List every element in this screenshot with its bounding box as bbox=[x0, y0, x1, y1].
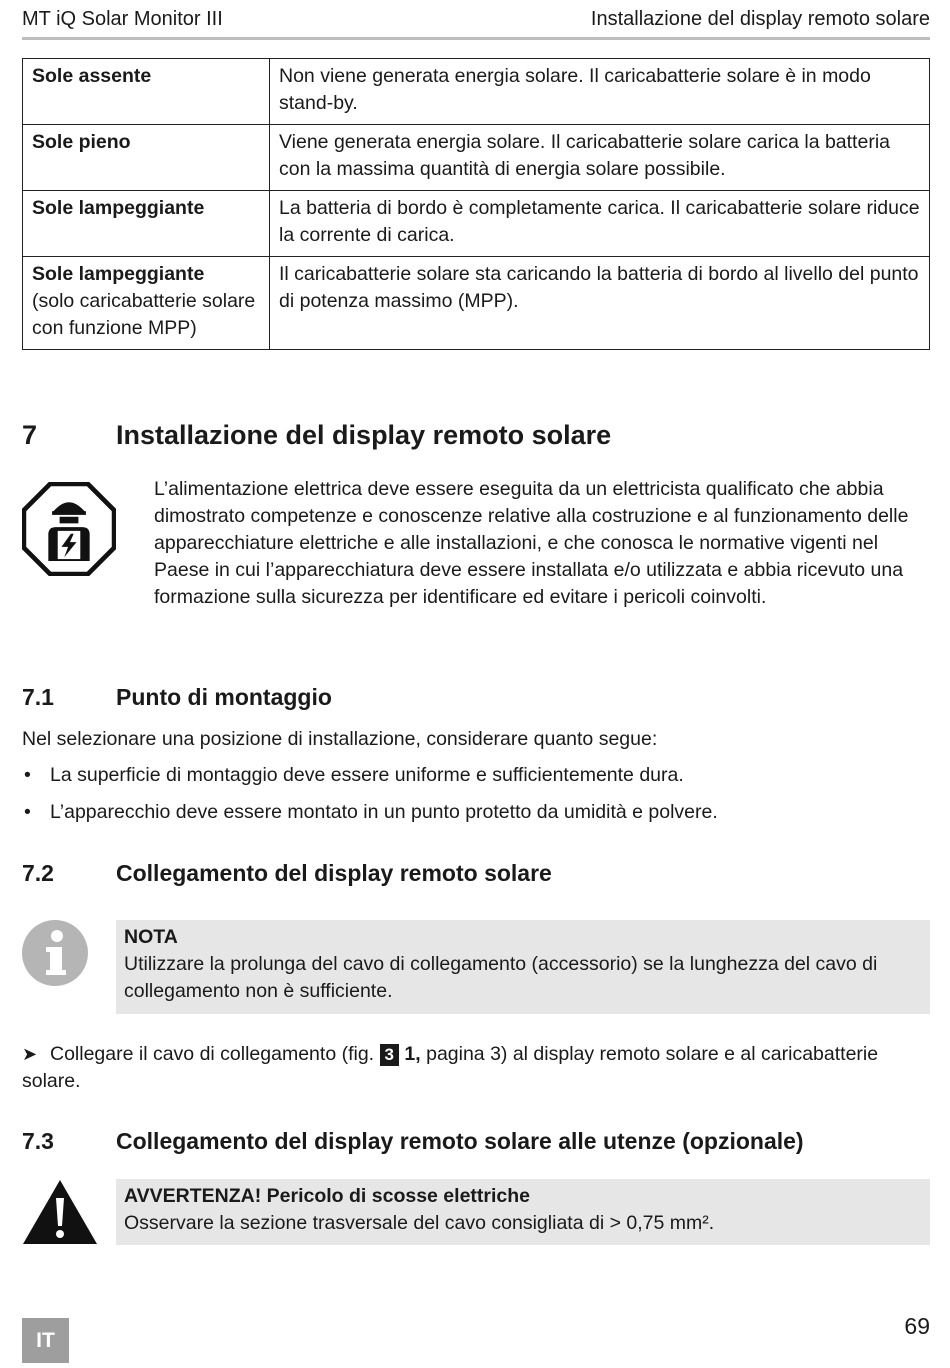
language-badge: IT bbox=[22, 1318, 69, 1363]
header-product-name: MT iQ Solar Monitor III bbox=[22, 8, 223, 30]
solar-status-table bbox=[22, 58, 930, 350]
table-cell-description: Viene generata energia solare. Il caricabatterie solare carica la batteria con la massima quantità di energia solare possibile. bbox=[270, 125, 930, 191]
figure-reference-badge: 3 bbox=[380, 1044, 399, 1066]
section-7-heading bbox=[22, 420, 611, 451]
warning-triangle-icon bbox=[22, 1178, 98, 1246]
table-cell-note: (solo caricabatterie solare con funzione MPP) bbox=[32, 290, 256, 339]
table-row bbox=[23, 59, 930, 125]
section-7-1-heading bbox=[22, 684, 332, 711]
table-row bbox=[23, 191, 930, 257]
table-cell-state: Sole assente bbox=[23, 59, 270, 125]
section-title: Collegamento del display remoto solare alle utenze (opzionale) bbox=[116, 1128, 804, 1154]
mounting-requirements-list bbox=[22, 762, 930, 836]
header-chapter-title: Installazione del display remoto solare bbox=[590, 8, 930, 30]
section-title: Collegamento del display remoto solare bbox=[116, 860, 552, 886]
note-text: Utilizzare la prolunga del cavo di collegamento (accessorio) se la lunghezza del cavo di collegamento non è sufficiente. bbox=[124, 953, 878, 1002]
instruction-step: ➤ Collegare il cavo di collegamento (fig. 3 1, pagina 3) al display remoto solare e al caricabatterie solare. bbox=[22, 1043, 879, 1092]
section-title: Punto di montaggio bbox=[116, 684, 332, 710]
table-cell-state: Sole lampeggiante bbox=[23, 191, 270, 257]
header-rule bbox=[22, 37, 930, 40]
table-cell-state: Sole lampeggiante (solo caricabatterie solare con funzione MPP) bbox=[23, 257, 270, 350]
warning-title: AVVERTENZA! Pericolo di scosse elettriche bbox=[124, 1185, 531, 1207]
section-7-1-intro: Nel selezionare una posizione di installazione, considerare quanto segue: bbox=[22, 728, 658, 750]
section-number: 7.2 bbox=[22, 860, 54, 886]
section-number: 7.1 bbox=[22, 684, 54, 710]
section-7-3-heading bbox=[22, 1128, 804, 1155]
info-icon bbox=[22, 920, 88, 986]
section-7-paragraph: L’alimentazione elettrica deve essere eseguita da un elettricista qualificato che abbia dimostrato competenze e conoscenze relative alla costruzione e al funzionamento delle apparecchiature elettriche e alle installazioni, e che conosca le normative vigenti nel Paese in cui l’apparecchiatura deve essere installata e/o utilizzata e abbia ricevuto una formazione sulla sicurezza per identificare ed evitare i pericoli coinvolti. bbox=[154, 478, 909, 608]
note-box bbox=[116, 920, 930, 1014]
bullet-glyph: • bbox=[24, 801, 31, 823]
table-row bbox=[23, 125, 930, 191]
warning-text: Osservare la sezione trasversale del cavo consigliata di > 0,75 mm². bbox=[124, 1212, 715, 1234]
table-row bbox=[23, 257, 930, 350]
arrow-icon: ➤ bbox=[22, 1044, 38, 1064]
page-number: 69 bbox=[904, 1313, 930, 1339]
table-cell-description: Il caricabatterie solare sta caricando la batteria di bordo al livello del punto di potenza massimo (MPP). bbox=[270, 257, 930, 350]
note-title: NOTA bbox=[124, 926, 178, 948]
section-number: 7.3 bbox=[22, 1128, 54, 1154]
qualified-electrician-icon bbox=[22, 482, 116, 576]
figure-item-number: 1, bbox=[404, 1043, 421, 1065]
section-title: Installazione del display remoto solare bbox=[116, 420, 612, 450]
page-header bbox=[22, 8, 930, 34]
bullet-glyph: • bbox=[24, 764, 31, 786]
warning-box bbox=[116, 1179, 930, 1245]
table-cell-description: La batteria di bordo è completamente carica. Il caricabatterie solare riduce la corrente di carica. bbox=[270, 191, 930, 257]
section-7-2-heading bbox=[22, 860, 552, 887]
table-cell-description: Non viene generata energia solare. Il caricabatterie solare è in modo stand-by. bbox=[270, 59, 930, 125]
list-item: • La superficie di montaggio deve essere uniforme e sufficientemente dura. bbox=[22, 762, 930, 789]
list-item: • L’apparecchio deve essere montato in un punto protetto da umidità e polvere. bbox=[22, 799, 930, 826]
table-cell-state: Sole pieno bbox=[23, 125, 270, 191]
section-number: 7 bbox=[22, 420, 38, 450]
